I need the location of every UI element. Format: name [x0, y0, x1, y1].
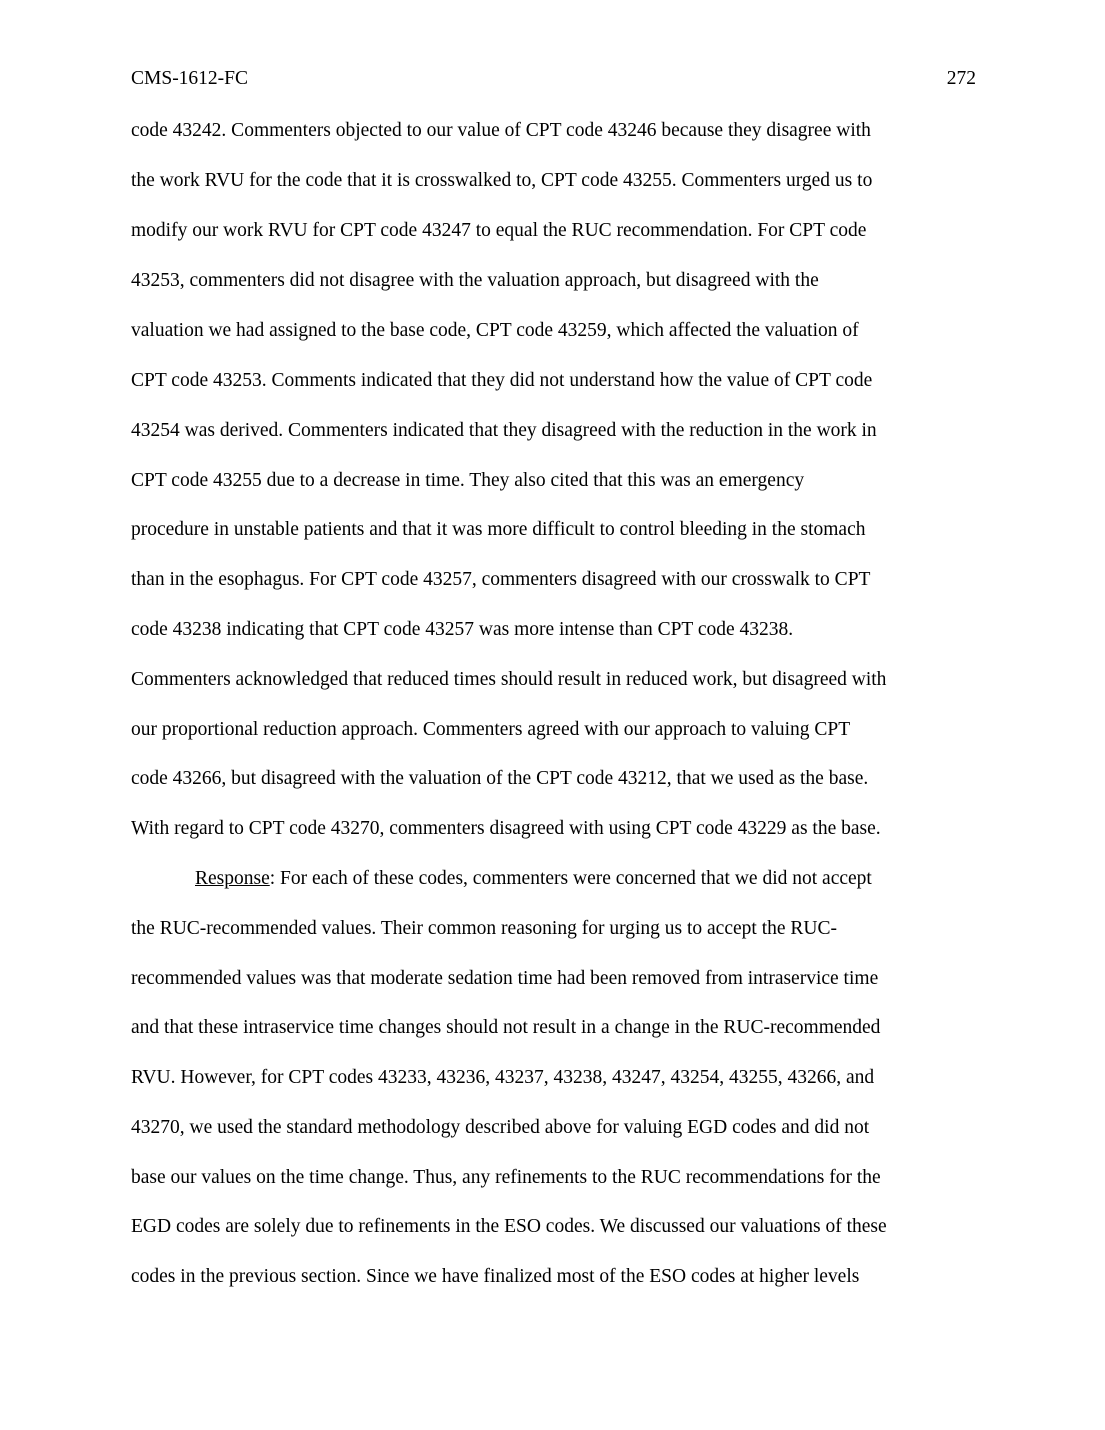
text-line: codes in the previous section. Since we have finalized most of the ESO codes at higher levels: [131, 1266, 860, 1287]
text-line: CPT code 43255 due to a decrease in time. They also cited that this was an emergency: [131, 470, 805, 491]
text-line: valuation we had assigned to the base code, CPT code 43259, which affected the valuation of: [131, 320, 859, 341]
text-line: CPT code 43253. Comments indicated that they did not understand how the value of CPT code: [131, 370, 873, 391]
text-line: 43270, we used the standard methodology described above for valuing EGD codes and did not: [131, 1117, 870, 1138]
text-line: than in the esophagus. For CPT code 43257, commenters disagreed with our crosswalk to CPT: [131, 569, 871, 590]
text-line: Commenters acknowledged that reduced times should result in reduced work, but disagreed with: [131, 669, 887, 690]
text-line: With regard to CPT code 43270, commenters disagreed with using CPT code 43229 as the base.: [131, 818, 881, 839]
page-header: [131, 66, 976, 92]
text-line: the work RVU for the code that it is crosswalked to, CPT code 43255. Commenters urged us to: [131, 170, 873, 191]
text-line: code 43266, but disagreed with the valuation of the CPT code 43212, that we used as the base.: [131, 768, 869, 789]
response-label: Response: [195, 868, 270, 889]
text-line: code 43242. Commenters objected to our value of CPT code 43246 because they disagree with: [131, 120, 871, 141]
text-line: base our values on the time change. Thus, any refinements to the RUC recommendations for the: [131, 1167, 881, 1188]
text-line: recommended values was that moderate sedation time had been removed from intraservice time: [131, 968, 879, 989]
response-paragraph-start: [195, 866, 872, 892]
text-line: 43254 was derived. Commenters indicated that they disagreed with the reduction in the work in: [131, 420, 877, 441]
text-line: RVU. However, for CPT codes 43233, 43236, 43237, 43238, 43247, 43254, 43255, 43266, and: [131, 1067, 875, 1088]
text-line: our proportional reduction approach. Commenters agreed with our approach to valuing CPT: [131, 719, 851, 740]
text-line: 43253, commenters did not disagree with the valuation approach, but disagreed with the: [131, 270, 819, 291]
document-id: CMS-1612-FC: [131, 68, 249, 89]
response-first-line: : For each of these codes, commenters were concerned that we did not accept: [269, 868, 872, 889]
text-line: the RUC-recommended values. Their common reasoning for urging us to accept the RUC-: [131, 918, 837, 939]
text-line: and that these intraservice time changes should not result in a change in the RUC-recommended: [131, 1017, 881, 1038]
text-line: code 43238 indicating that CPT code 43257 was more intense than CPT code 43238.: [131, 619, 794, 640]
text-line: modify our work RVU for CPT code 43247 to equal the RUC recommendation. For CPT code: [131, 220, 867, 241]
text-line: procedure in unstable patients and that it was more difficult to control bleeding in the stomach: [131, 519, 866, 540]
page-number: 272: [946, 68, 976, 89]
text-line: EGD codes are solely due to refinements in the ESO codes. We discussed our valuations of these: [131, 1216, 887, 1237]
